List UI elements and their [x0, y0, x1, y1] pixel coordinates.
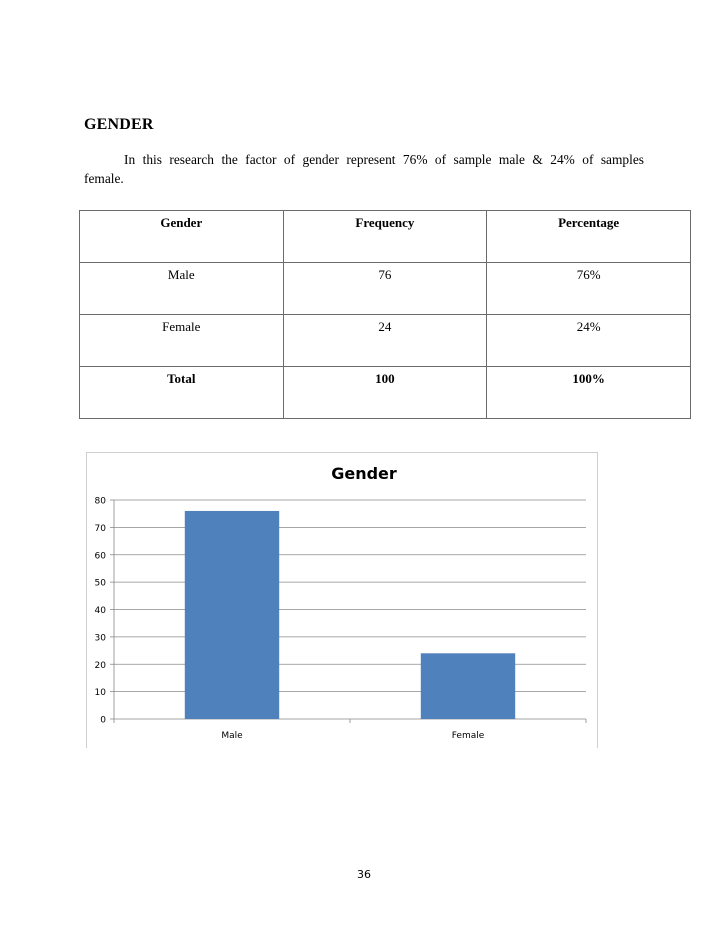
chart-title: Gender: [331, 464, 397, 483]
cell-frequency: 24: [283, 315, 487, 367]
y-tick-label: 10: [94, 688, 106, 699]
cell-gender: Total: [80, 367, 284, 419]
section-heading: GENDER: [84, 116, 154, 133]
cell-frequency: 76: [283, 263, 487, 315]
intro-paragraph-line2: female.: [84, 171, 124, 186]
paragraph-text: In this research the factor of gender represent 76% of sample male & 24% of samples: [124, 152, 644, 167]
cell-gender: Female: [80, 315, 284, 367]
page-number: 36: [357, 868, 371, 881]
table-row: [80, 263, 691, 315]
y-tick-label: 70: [94, 523, 106, 534]
y-tick-label: 50: [94, 578, 106, 589]
gender-bar-chart: [86, 452, 598, 748]
y-tick-label: 0: [100, 715, 106, 726]
y-tick-label: 30: [94, 633, 106, 644]
y-tick-label: 40: [94, 606, 106, 616]
cell-percentage: 76%: [487, 263, 691, 315]
bar: [421, 653, 515, 719]
y-tick-label: 60: [94, 551, 106, 562]
y-tick-label: 80: [94, 496, 106, 507]
table-total-row: [80, 367, 691, 419]
table-header-row: [80, 211, 691, 263]
bar: [185, 511, 279, 719]
header-frequency: Frequency: [283, 211, 487, 263]
cell-percentage: 100%: [487, 367, 691, 419]
x-tick-label: Female: [451, 731, 485, 741]
intro-paragraph-line1: [84, 146, 644, 174]
x-tick-label: Male: [221, 731, 243, 741]
cell-frequency: 100: [283, 367, 487, 419]
header-percentage: Percentage: [487, 211, 691, 263]
header-gender: Gender: [80, 211, 284, 263]
cell-percentage: 24%: [487, 315, 691, 367]
table-row: [80, 315, 691, 367]
gender-table: [79, 210, 691, 419]
y-tick-label: 20: [94, 660, 106, 671]
cell-gender: Male: [80, 263, 284, 315]
